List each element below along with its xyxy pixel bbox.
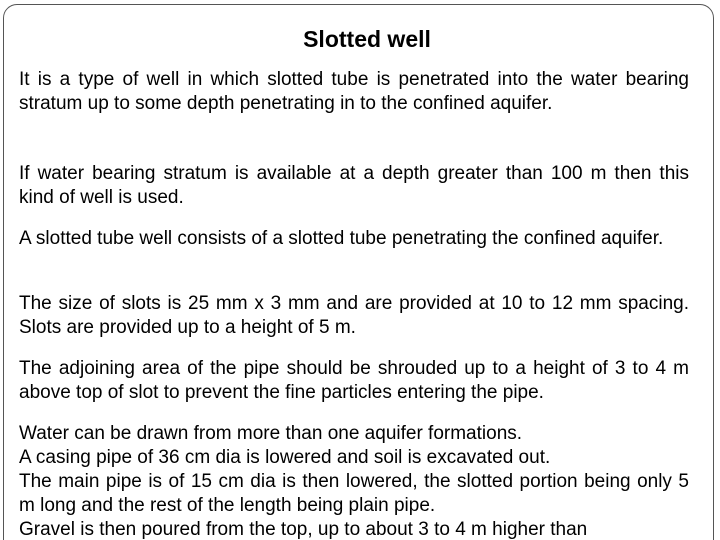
installation-line-gravel: Gravel is then poured from the top, up to about 3 to 4 m higher than	[19, 519, 588, 540]
paragraph-installation	[19, 422, 689, 540]
installation-line-main-pipe: The main pipe is of 15 cm dia is then lowered, the slotted portion being only 5 m long and the rest of the length being plain pipe.	[19, 471, 689, 516]
paragraph-shrouding: The adjoining area of the pipe should be shrouded up to a height of 3 to 4 m above top of slot to prevent the fine particles entering the pipe.	[19, 358, 689, 403]
paragraph-slot-size: The size of slots is 25 mm x 3 mm and are provided at 10 to 12 mm spacing. Slots are provided up to a height of 5 m.	[19, 293, 689, 338]
installation-line-casing: A casing pipe of 36 cm dia is lowered and soil is excavated out.	[19, 447, 551, 468]
page-title: Slotted well	[303, 26, 431, 52]
paragraph-definition: It is a type of well in which slotted tube is penetrated into the water bearing stratum up to some depth penetrating in to the confined aquifer.	[19, 69, 689, 114]
paragraph-usage-depth: If water bearing stratum is available at a depth greater than 100 m then this kind of well is used.	[19, 163, 689, 208]
paragraph-construction: A slotted tube well consists of a slotted tube penetrating the confined aquifer.	[19, 228, 664, 249]
installation-line-aquifers: Water can be drawn from more than one aquifer formations.	[19, 423, 523, 444]
